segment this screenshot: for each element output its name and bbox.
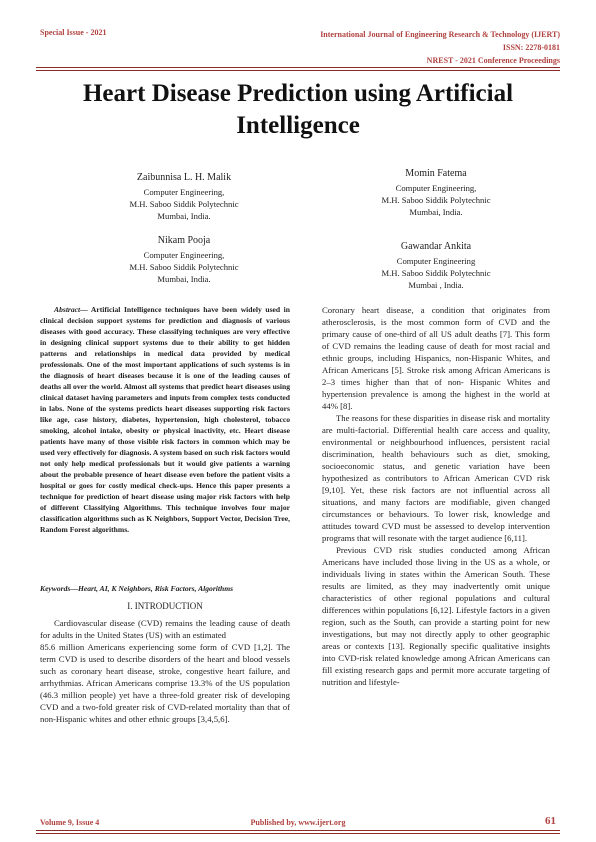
paper-title: Heart Disease Prediction using Artificial Intelligence — [82, 80, 514, 139]
author-inst: M.H. Saboo Siddik Polytechnic — [381, 268, 491, 278]
author-block — [84, 172, 284, 222]
journal-header — [320, 28, 560, 67]
keywords: Keywords—Heart, AI, K Neighbors, Risk Factors, Algorithms — [40, 584, 234, 593]
author-dept: Computer Engineering, — [395, 183, 477, 193]
abstract-text: — Artificial Intelligence techniques have been widely used in clinical decision support systems for prediction and diagnosis of various diseases with good accuracy. These classifying techniques are very effective in designing clinical support systems due to their ability to get hidden patterns and relationships in medical data provided by medical professionals. One of the most important applications of such systems is in the diagnosis of heart diseases because it is one of the leading causes of deaths all over the world. Almost all systems that predict heart diseases using clinical dataset having parameters and inputs from complex tests conducted in labs. None of the systems predicts heart diseases supporting risk factors like age, case history, diabetes, hypertension, high cholesterol, tobacco smoking, alcohol intake, obesity or physical inactivity, etc. Heart disease patients have many of those visible risk factors in common which may be used very effectively for diagnosis. A system based on such risk factors would not only help medical professionals but it would give patients a warning about the probable presence of heart disease even before the patient visits a hospital or goes for costly medical check-ups. Hence this paper presents a technique for prediction of heart disease using major risk factors with help of different Classifying Algorithms. This technique involves four major classification algorithms such as K Neighbors, Support Vector, Decision Tree, Random Forest algorithms. — [40, 305, 290, 534]
author-inst: M.H. Saboo Siddik Polytechnic — [129, 199, 239, 209]
author-block — [336, 241, 536, 291]
author-city: Mumbai, India. — [409, 207, 463, 217]
footer-rule — [36, 833, 560, 834]
issn: ISSN: 2278-0181 — [502, 43, 560, 52]
section-heading: I. INTRODUCTION — [127, 601, 203, 611]
special-issue-label: Special Issue - 2021 — [40, 28, 107, 37]
author-inst: M.H. Saboo Siddik Polytechnic — [381, 195, 491, 205]
author-city: Mumbai , India. — [408, 280, 464, 290]
author-dept: Computer Engineering, — [143, 187, 225, 197]
paragraph: Previous CVD risk studies conducted among African Americans have included those living in the US as a whole, or individuals living in states within the American South. These results are limited, as they may inadvertently omit unique characteristics of other regional populations and cultural differences within populations [6,12]. Lifestyle factors in a given region, such as the South, can provide a starting point for new investigations, but may not directly apply to other geographic areas or contexts [13]. Regionally specific qualitative insights into CVD-risk related knowledge among African Americans can fill existing research gaps and permit more accurate targeting of nutrition and lifestyle- — [322, 545, 550, 687]
page-number: 61 — [545, 815, 556, 827]
author-inst: M.H. Saboo Siddik Polytechnic — [129, 262, 239, 272]
paragraph: 85.6 million Americans experiencing some form of CVD [1,2]. The term CVD is used to describe disorders of the heart and blood vessels such as coronary heart disease, stroke, congestive heart failure, and arrhythmias. African Americans comprise 13.3% of the US population (46.3 million people) yet have a three-fold greater risk of developing CVD and a two-fold greater risk of CVD-related mortality than that of non-Hispanic whites and other ethnic groups [3,4,5,6]. — [40, 642, 290, 724]
author-name: Zaibunnisa L. H. Malik — [136, 172, 232, 183]
header-rule — [36, 67, 560, 68]
paragraph: The reasons for these disparities in disease risk and mortality are multi-factorial. Differential health care access and quality, environmental or neighbourhood influences, persistent racial discrimination, health behaviours such as diet, smoking, socioeconomic status, and genetic variation have been hypothesized as contributors to African American CVD risk [9,10]. Yet, these risk factors are not influential across all situations, and many factors are modifiable, given changed circumstances or behaviours. To lower risk, knowledge and attitudes toward CVD must be assessed to develop intervention programs that will resonate with the target audience [6,11]. — [322, 413, 550, 543]
abstract — [40, 304, 290, 535]
footer-rule — [36, 830, 560, 831]
right-column — [322, 304, 550, 688]
author-name: Gawandar Ankita — [400, 241, 472, 252]
author-city: Mumbai, India. — [157, 211, 211, 221]
author-dept: Computer Engineering, — [143, 250, 225, 260]
publisher: Published by, www.ijert.org — [250, 818, 346, 827]
volume-issue: Volume 9, Issue 4 — [40, 818, 100, 827]
author-dept: Computer Engineering — [396, 256, 476, 266]
author-block — [336, 168, 536, 218]
introduction-column — [40, 617, 290, 725]
author-name: Nikam Pooja — [157, 235, 211, 246]
paragraph: Cardiovascular disease (CVD) remains the leading cause of death for adults in the United States (US) with an estimated — [40, 618, 290, 640]
journal-name: International Journal of Engineering Research & Technology (IJERT) — [320, 30, 560, 39]
header-rule — [36, 70, 560, 71]
author-city: Mumbai, India. — [157, 274, 211, 284]
author-name: Momin Fatema — [405, 168, 467, 179]
abstract-label: Abstract — [54, 305, 81, 314]
conference-name: NREST - 2021 Conference Proceedings — [426, 56, 560, 65]
paragraph: Coronary heart disease, a condition that originates from atherosclerosis, is the most common form of CVD and the primary cause of one-third of all US adult deaths [7]. This form of CVD remains the leading cause of death for most racial and ethnic groups, including Hispanics, non-Hispanic Whites, and African Americans [5]. Stroke risk among African Americans is 2–3 times higher than that of non- Hispanic Whites and hypertension prevalence is among the highest in the world at 44% [8]. — [322, 305, 550, 411]
author-block — [84, 235, 284, 285]
